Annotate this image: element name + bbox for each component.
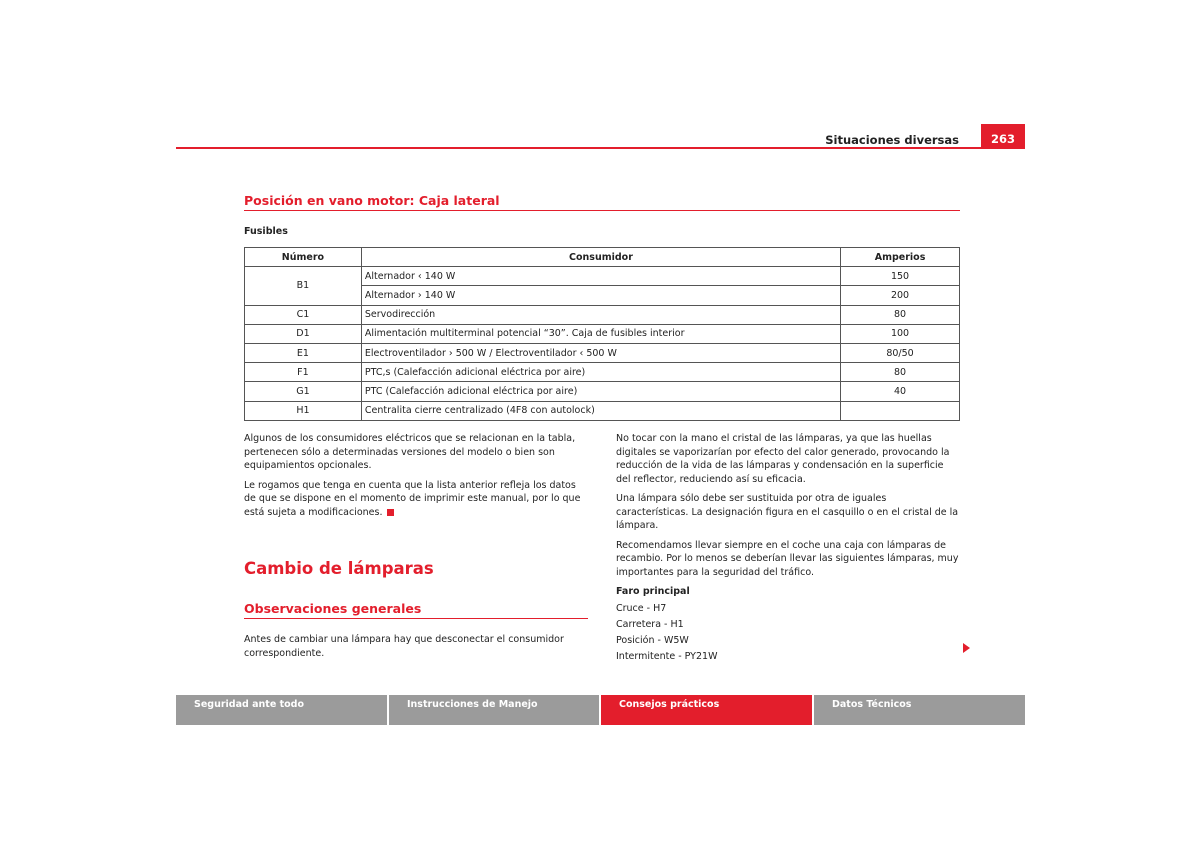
lamp-item: Carretera - H1 <box>616 618 684 630</box>
cell-amperios: 80 <box>841 363 960 382</box>
cell-numero: E1 <box>245 343 362 362</box>
no-touch-note: No tocar con la mano el cristal de las lámparas, ya que las huellas digitales se vaporizarían por efecto del calor generado, provocando la reducción de la vida de las lámparas y condensación en la superficie del reflector, reduciendo así su eficacia. <box>616 433 950 485</box>
fuses-label: Fusibles <box>244 226 288 237</box>
header-consumidor: Consumidor <box>361 248 840 267</box>
cell-numero: C1 <box>245 305 362 324</box>
cell-consumidor: Electroventilador › 500 W / Electroventilador ‹ 500 W <box>361 343 840 362</box>
cell-amperios <box>841 401 960 420</box>
observations-divider <box>244 618 588 619</box>
table-row <box>245 382 960 401</box>
cell-consumidor: Servodirección <box>361 305 840 324</box>
table-row <box>245 363 960 382</box>
cell-amperios: 40 <box>841 382 960 401</box>
section-divider <box>244 210 960 211</box>
cell-numero: H1 <box>245 401 362 420</box>
lamp-item: Posición - W5W <box>616 634 689 646</box>
cell-numero: B1 <box>245 267 362 305</box>
cell-numero: F1 <box>245 363 362 382</box>
consumers-note: Algunos de los consumidores eléctricos que se relacionan en la tabla, pertenecen sólo a determinadas versiones del modelo o bien son equipamientos opcionales. <box>244 433 576 471</box>
table-header-row <box>245 248 960 267</box>
faro-principal-heading: Faro principal <box>616 586 690 597</box>
modifications-note <box>244 479 588 520</box>
cell-consumidor: PTC (Calefacción adicional eléctrica por aire) <box>361 382 840 401</box>
table-row <box>245 324 960 343</box>
lamp-item: Cruce - H7 <box>616 602 667 614</box>
fuses-table <box>244 247 960 421</box>
cell-amperios: 80/50 <box>841 343 960 362</box>
header-amperios: Amperios <box>841 248 960 267</box>
left-column <box>244 432 588 525</box>
footer-tab-instrucciones[interactable]: Instrucciones de Manejo <box>389 695 599 725</box>
chapter-heading: Cambio de lámparas <box>244 559 434 578</box>
right-column <box>616 432 960 666</box>
observations-text: Antes de cambiar una lámpara hay que desconectar el consumidor correspondiente. <box>244 634 564 659</box>
cell-consumidor: Alimentación multiterminal potencial “30”. Caja de fusibles interior <box>361 324 840 343</box>
table-row <box>245 343 960 362</box>
cell-amperios: 150 <box>841 267 960 286</box>
page-number: 263 <box>981 124 1025 149</box>
cell-amperios: 100 <box>841 324 960 343</box>
observations-heading: Observaciones generales <box>244 601 422 616</box>
section-end-icon <box>387 509 394 516</box>
header-numero: Número <box>245 248 362 267</box>
cell-consumidor: PTC,s (Calefacción adicional eléctrica por aire) <box>361 363 840 382</box>
modifications-text: Le rogamos que tenga en cuenta que la lista anterior refleja los datos de que se dispone en el momento de imprimir este manual, por lo que está sujeta a modificaciones. <box>244 479 581 518</box>
footer-tab-consejos[interactable]: Consejos prácticos <box>601 695 812 725</box>
footer-tab-seguridad[interactable]: Seguridad ante todo <box>176 695 387 725</box>
cell-consumidor: Alternador ‹ 140 W <box>361 267 840 286</box>
cell-consumidor: Alternador › 140 W <box>361 286 840 305</box>
header-divider <box>176 147 1025 149</box>
table-row <box>245 267 960 286</box>
chapter-title: Situaciones diversas <box>825 133 959 147</box>
replacement-note: Una lámpara sólo debe ser sustituida por otra de iguales características. La designación figura en el casquillo o en el cristal de la lámpara. <box>616 493 959 531</box>
section-title: Posición en vano motor: Caja lateral <box>244 193 500 208</box>
lamp-item: Intermitente - PY21W <box>616 650 718 662</box>
continue-arrow-icon <box>963 643 970 653</box>
cell-numero: D1 <box>245 324 362 343</box>
footer-tab-datos[interactable]: Datos Técnicos <box>814 695 1025 725</box>
table-row <box>245 305 960 324</box>
cell-amperios: 200 <box>841 286 960 305</box>
cell-amperios: 80 <box>841 305 960 324</box>
cell-numero: G1 <box>245 382 362 401</box>
table-row <box>245 401 960 420</box>
cell-consumidor: Centralita cierre centralizado (4F8 con autolock) <box>361 401 840 420</box>
spare-box-note: Recomendamos llevar siempre en el coche una caja con lámparas de recambio. Por lo menos se deberían llevar las siguientes lámparas, muy importantes para la seguridad del tráfico. <box>616 539 959 578</box>
